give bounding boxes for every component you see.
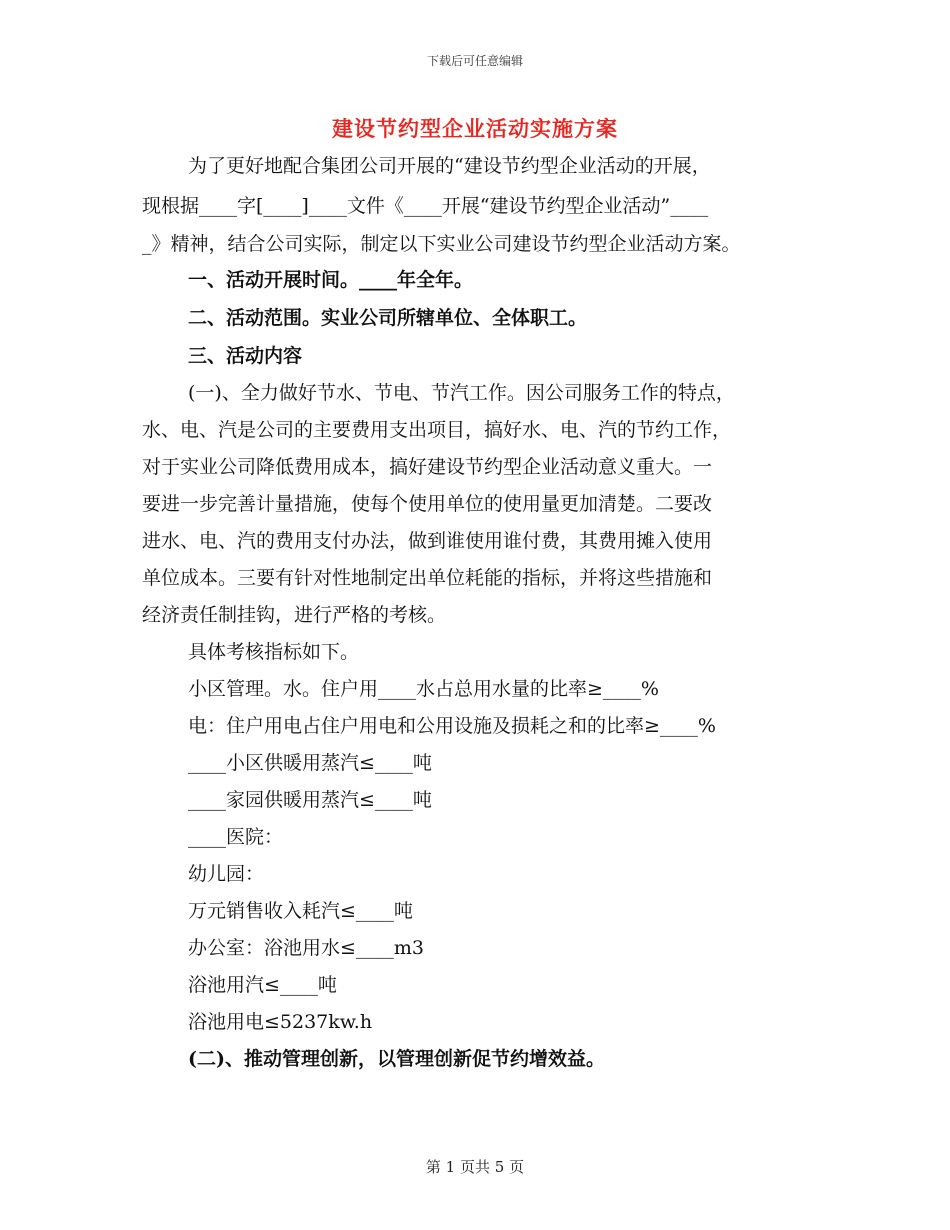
paragraph-line-content-7: 经济责任制挂钩，进行严格的考核。	[142, 604, 447, 626]
indicator-bath-steam: 浴池用汽≤____吨	[188, 974, 337, 996]
indicator-kindergarten: 幼儿园：	[188, 863, 265, 885]
indicator-office-bath-water: 办公室：浴池用水≤____m3	[188, 937, 425, 959]
indicator-garden-heating: ____家园供暖用蒸汽≤____吨	[188, 789, 432, 811]
section-heading-time: 一、活动开展时间。____年全年。	[188, 269, 474, 291]
indicator-steam-per-revenue: 万元销售收入耗汽≤____吨	[188, 900, 413, 922]
document-title: 建设节约型企业活动实施方案	[332, 116, 618, 141]
section-heading-content: 三、活动内容	[188, 345, 303, 367]
indicator-hospital: ____医院：	[188, 826, 284, 848]
paragraph-line-content-1: (一)、全力做好节水、节电、节汽工作。因公司服务工作的特点，	[188, 382, 735, 404]
section-heading-innovation: (二)、推动管理创新，以管理创新促节约增效益。	[188, 1048, 605, 1070]
paragraph-line-intro-3: _》精神，结合公司实际，制定以下实业公司建设节约型企业活动方案。	[142, 233, 741, 255]
indicator-electricity: 电：住户用电占住户用电和公用设施及损耗之和的比率≥____%	[188, 715, 716, 737]
paragraph-line-intro-1: 为了更好地配合集团公司开展的“建设节约型企业活动的开展，	[188, 155, 711, 177]
page-header-note: 下载后可任意编辑	[426, 54, 523, 68]
indicator-community-water: 小区管理。水。住户用____水占总用水量的比率≥____%	[188, 678, 659, 700]
indicator-intro: 具体考核指标如下。	[188, 641, 360, 663]
indicator-bath-electricity: 浴池用电≤5237kw.h	[188, 1011, 373, 1033]
section-heading-scope: 二、活动范围。实业公司所辖单位、全体职工。	[188, 307, 588, 329]
paragraph-line-content-4: 要进一步完善计量措施，使每个使用单位的使用量更加清楚。二要改	[142, 493, 713, 515]
page-footer-number: 第 1 页共 5 页	[425, 1158, 525, 1176]
paragraph-line-content-5: 进水、电、汽的费用支付办法，做到谁使用谁付费，其费用摊入使用	[142, 530, 713, 552]
paragraph-line-content-6: 单位成本。三要有针对性地制定出单位耗能的指标，并将这些措施和	[142, 567, 713, 589]
paragraph-line-content-3: 对于实业公司降低费用成本，搞好建设节约型企业活动意义重大。一	[142, 456, 713, 478]
indicator-community-heating: ____小区供暖用蒸汽≤____吨	[188, 752, 432, 774]
paragraph-line-content-2: 水、电、汽是公司的主要费用支出项目，搞好水、电、汽的节约工作，	[142, 419, 732, 441]
paragraph-line-intro-2: 现根据____字[____]____文件《____开展“建设节约型企业活动”____	[142, 195, 709, 217]
